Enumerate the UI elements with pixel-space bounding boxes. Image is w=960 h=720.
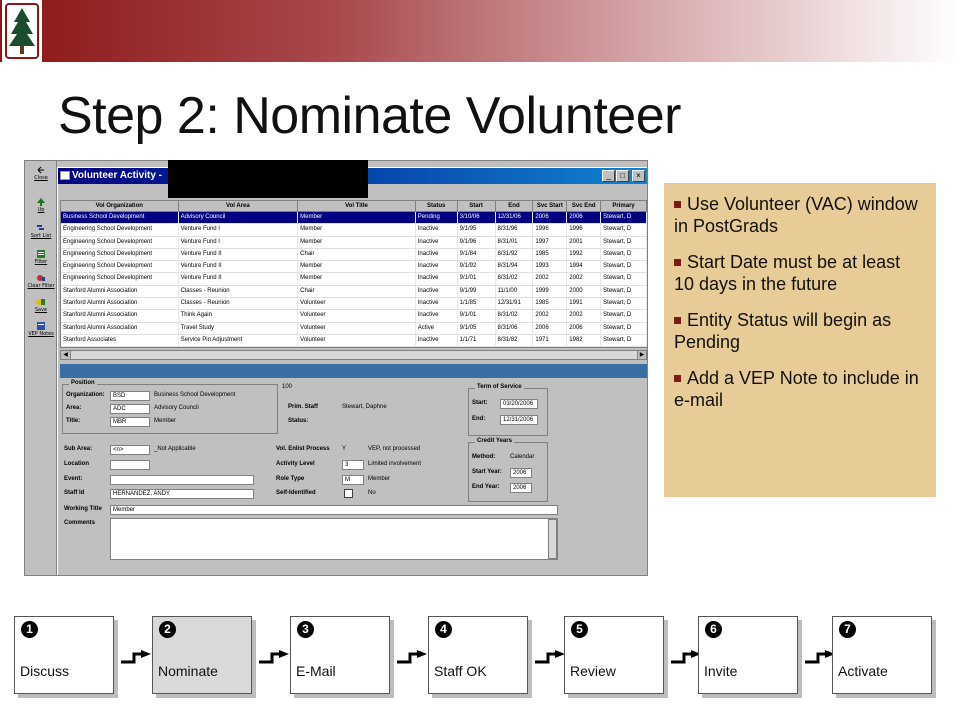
close-toolbar-button[interactable] <box>27 165 55 187</box>
end-year-field[interactable]: 2006 <box>510 483 532 493</box>
table-cell: Engineering School Development <box>61 249 179 260</box>
step-number-icon: 2 <box>159 621 176 638</box>
table-cell: Chair <box>298 249 416 260</box>
step-6 <box>698 616 798 694</box>
table-cell: 9/1/05 <box>458 323 496 334</box>
table-cell: Stewart, D <box>601 261 647 272</box>
event-field[interactable] <box>110 475 254 485</box>
event-label: Event: <box>64 476 83 482</box>
column-header[interactable]: Status <box>416 201 458 212</box>
table-cell: 1982 <box>567 335 601 346</box>
table-cell: 1992 <box>567 249 601 260</box>
method-value: Calendar <box>510 454 535 460</box>
location-label: Location <box>64 461 89 467</box>
table-cell: Inactive <box>416 261 458 272</box>
step-7 <box>832 616 932 694</box>
horizontal-scrollbar[interactable] <box>60 350 648 360</box>
table-cell: Stanford Alumni Association <box>61 310 179 321</box>
note-item <box>674 367 924 411</box>
activity-grid <box>60 200 648 348</box>
stanford-tree-logo <box>2 0 42 62</box>
table-cell: 8/31/94 <box>496 261 534 272</box>
table-cell: 9/1/84 <box>458 249 496 260</box>
table-row[interactable] <box>61 298 647 310</box>
table-cell: Inactive <box>416 249 458 260</box>
step-3 <box>290 616 390 694</box>
staff-id-field[interactable]: HERNANDEZ, ANDY <box>110 489 254 499</box>
step-label: Invite <box>704 663 738 679</box>
table-cell: Member <box>298 237 416 248</box>
column-header[interactable]: Start <box>458 201 496 212</box>
sub-area-field[interactable]: <n> <box>110 445 150 455</box>
table-cell: Engineering School Development <box>61 261 179 272</box>
table-cell: Inactive <box>416 237 458 248</box>
table-cell: Volunteer <box>298 298 416 309</box>
step-number-icon: 5 <box>571 621 588 638</box>
table-cell: 1999 <box>533 286 567 297</box>
clear-filter-toolbar-button[interactable] <box>27 273 55 295</box>
vep-notes-toolbar-button[interactable] <box>27 321 55 343</box>
toolbar-label: Close <box>34 175 48 181</box>
table-cell: 9/1/96 <box>458 237 496 248</box>
table-cell: Member <box>298 273 416 284</box>
sort-list-toolbar-button[interactable] <box>27 223 55 245</box>
table-cell: Stewart, D <box>601 273 647 284</box>
table-row[interactable] <box>61 249 647 261</box>
toolbar-label: Clear Filter <box>27 283 55 289</box>
prim-staff-label: Prim. Staff <box>288 404 319 410</box>
bullet-icon <box>674 259 681 266</box>
up-arrow-icon <box>36 198 46 206</box>
table-row[interactable] <box>61 310 647 322</box>
step-4 <box>428 616 528 694</box>
flow-arrow-icon <box>258 650 290 666</box>
table-cell: Venture Fund I <box>179 237 299 248</box>
table-cell: 1993 <box>533 261 567 272</box>
table-cell: 1971 <box>533 335 567 346</box>
toolbar-label: Up <box>37 207 45 213</box>
table-cell: Member <box>298 224 416 235</box>
end-year-label: End Year: <box>472 484 500 490</box>
table-cell: 1/1/85 <box>458 298 496 309</box>
column-header[interactable]: Primary <box>601 201 647 212</box>
table-cell: Inactive <box>416 286 458 297</box>
self-identified-label: Self-Identified <box>276 490 316 496</box>
column-header[interactable]: End <box>496 201 534 212</box>
sub-area-label: Sub Area: <box>64 446 93 452</box>
table-cell: 8/31/06 <box>496 323 534 334</box>
flow-arrow-icon <box>396 650 428 666</box>
column-header[interactable]: Vol Area <box>179 201 299 212</box>
column-header[interactable]: Svc Start <box>533 201 567 212</box>
table-cell: Inactive <box>416 335 458 346</box>
step-label: Activate <box>838 663 888 679</box>
table-cell: 2002 <box>533 310 567 321</box>
term-of-service-group <box>468 384 548 436</box>
enlist-code: Y <box>342 446 347 452</box>
bullet-icon <box>674 375 681 382</box>
table-cell: Stanford Alumni Association <box>61 323 179 334</box>
table-cell: Venture Fund II <box>179 249 299 260</box>
table-cell: Stewart, D <box>601 310 647 321</box>
app-toolbar <box>25 161 57 576</box>
table-cell: Inactive <box>416 298 458 309</box>
flow-arrow-icon <box>534 650 566 666</box>
table-row[interactable] <box>61 261 647 273</box>
step-label: E-Mail <box>296 663 336 679</box>
undo-icon <box>36 166 46 174</box>
self-identified-text: No <box>368 490 376 496</box>
toolbar-label: Save <box>34 307 48 313</box>
step-number-icon: 3 <box>297 621 314 638</box>
table-cell: Stanford Alumni Association <box>61 298 179 309</box>
enlist-label: Vol. Enlist Process <box>276 446 330 452</box>
table-cell: 9/1/01 <box>458 310 496 321</box>
table-cell: Volunteer <box>298 323 416 334</box>
table-row[interactable] <box>61 335 647 347</box>
table-cell: 9/1/95 <box>458 224 496 235</box>
step-number-icon: 4 <box>435 621 452 638</box>
table-cell: Stewart, D <box>601 298 647 309</box>
table-cell: 2001 <box>567 237 601 248</box>
window-title: Volunteer Activity - <box>72 170 163 181</box>
maximize-button[interactable]: □ <box>616 170 629 182</box>
staff-id-label: Staff Id <box>64 490 85 496</box>
method-label: Method: <box>472 454 496 460</box>
table-cell: 8/31/92 <box>496 249 534 260</box>
table-cell: 1991 <box>567 298 601 309</box>
table-cell: Venture Fund I <box>179 224 299 235</box>
step-label: Review <box>570 663 616 679</box>
activity-label: Activity Level <box>276 461 315 467</box>
table-cell: Member <box>298 261 416 272</box>
table-cell: 9/1/92 <box>458 261 496 272</box>
self-identified-checkbox[interactable] <box>344 489 353 498</box>
clear-filter-icon <box>36 274 46 282</box>
table-row[interactable] <box>61 286 647 298</box>
table-cell: 9/1/01 <box>458 273 496 284</box>
note-text: Entity Status will begin as Pending <box>674 310 892 352</box>
organization-label: Organization: <box>66 392 105 398</box>
comments-label: Comments <box>64 520 96 526</box>
table-cell: 1996 <box>567 224 601 235</box>
table-cell: Inactive <box>416 224 458 235</box>
table-cell: 8/31/01 <box>496 237 534 248</box>
step-1 <box>14 616 114 694</box>
note-item <box>674 251 924 295</box>
step-2 <box>152 616 252 694</box>
end-date-field[interactable]: 12/31/2006 <box>500 415 538 425</box>
sub-area-text: _Not Applicable <box>154 446 196 452</box>
title-name: Member <box>154 418 177 424</box>
organization-field[interactable]: BSD <box>110 391 150 401</box>
table-cell: 1985 <box>533 298 567 309</box>
area-label: Area: <box>66 405 82 411</box>
bullet-icon <box>674 317 681 324</box>
step-5 <box>564 616 664 694</box>
table-cell: 8/31/96 <box>496 224 534 235</box>
table-row[interactable] <box>61 273 647 285</box>
table-cell: 2006 <box>567 212 601 223</box>
save-icon <box>36 298 46 306</box>
column-header[interactable]: Vol Title <box>298 201 416 212</box>
title-label: Title: <box>66 418 81 424</box>
step-number-icon: 7 <box>839 621 856 638</box>
step-label: Nominate <box>158 663 218 679</box>
step-label: Discuss <box>20 663 70 679</box>
table-cell: 1996 <box>533 224 567 235</box>
table-cell: 2006 <box>567 323 601 334</box>
section-divider <box>60 364 648 378</box>
grid-body <box>61 212 647 347</box>
table-cell: Business School Development <box>61 212 179 223</box>
role-label: Role Type <box>276 476 305 482</box>
table-cell: 2000 <box>567 286 601 297</box>
table-cell: 2006 <box>533 212 567 223</box>
toolbar-label: VEP Notes <box>28 331 54 337</box>
save-toolbar-button[interactable] <box>27 297 55 319</box>
table-cell: Think Again <box>179 310 299 321</box>
table-row[interactable] <box>61 237 647 249</box>
table-cell: 1997 <box>533 237 567 248</box>
group-label: Term of Service <box>477 384 522 390</box>
table-cell: 3/10/06 <box>458 212 496 223</box>
scroll-right-icon[interactable]: ▶ <box>637 351 647 359</box>
table-cell: 1/1/71 <box>458 335 496 346</box>
activity-field[interactable]: 3 <box>342 460 364 470</box>
start-label: Start: <box>472 400 488 406</box>
table-cell: Engineering School Development <box>61 237 179 248</box>
window-icon <box>60 171 70 180</box>
role-field[interactable]: M <box>342 475 364 485</box>
column-header[interactable]: Svc End <box>567 201 601 212</box>
position-number: 100 <box>282 384 293 390</box>
role-text: Member <box>368 476 391 482</box>
comments-scrollbar[interactable] <box>548 519 557 559</box>
activity-text: Limited involvement <box>368 461 422 467</box>
bullet-icon <box>674 201 681 208</box>
start-date-field[interactable]: 03/20/2006 <box>500 399 538 409</box>
table-cell: 2006 <box>533 323 567 334</box>
table-cell: Pending <box>416 212 458 223</box>
header-band <box>0 0 960 62</box>
step-number-icon: 6 <box>705 621 722 638</box>
column-header[interactable]: Vol Organization <box>61 201 179 212</box>
up-toolbar-button[interactable] <box>27 197 55 219</box>
grid-header <box>61 201 647 212</box>
area-field[interactable]: ADC <box>110 404 150 414</box>
close-button[interactable]: × <box>632 170 645 182</box>
status-label: Status: <box>288 418 309 424</box>
table-cell: 2002 <box>567 273 601 284</box>
flow-arrow-icon <box>120 650 152 666</box>
note-text: Start Date must be at least 10 days in the future <box>674 252 901 294</box>
note-item <box>674 193 924 237</box>
table-cell: Stewart, D <box>601 212 647 223</box>
table-cell: 9/1/99 <box>458 286 496 297</box>
end-label: End: <box>472 416 486 422</box>
toolbar-label: Sort List <box>30 233 52 239</box>
table-cell: Engineering School Development <box>61 273 179 284</box>
table-cell: Active <box>416 323 458 334</box>
table-cell: Venture Fund II <box>179 261 299 272</box>
table-cell: Stewart, D <box>601 224 647 235</box>
step-number-icon: 1 <box>21 621 38 638</box>
table-cell: 12/31/06 <box>496 212 534 223</box>
table-cell: Stanford Alumni Association <box>61 286 179 297</box>
table-cell: Travel Study <box>179 323 299 334</box>
detail-form <box>60 380 648 576</box>
working-title-field[interactable]: Member <box>110 505 558 515</box>
notes-box <box>664 183 936 497</box>
table-cell: Stanford Associates <box>61 335 179 346</box>
table-cell: Advisory Council <box>179 212 299 223</box>
step-label: Staff OK <box>434 663 487 679</box>
table-cell: 8/31/02 <box>496 310 534 321</box>
redaction-box <box>168 160 368 198</box>
table-cell: Volunteer <box>298 335 416 346</box>
scroll-left-icon[interactable]: ◀ <box>61 351 71 359</box>
filter-icon <box>36 250 46 258</box>
table-cell: 2002 <box>533 273 567 284</box>
table-row[interactable] <box>61 323 647 335</box>
table-cell: Volunteer <box>298 310 416 321</box>
table-cell: Venture Fund II <box>179 273 299 284</box>
note-item <box>674 309 924 353</box>
table-cell: 8/31/02 <box>496 273 534 284</box>
working-title-label: Working Title <box>64 506 102 512</box>
table-cell: Stewart, D <box>601 237 647 248</box>
table-cell: Member <box>298 212 416 223</box>
note-text: Use Volunteer (VAC) window in PostGrads <box>674 194 918 236</box>
table-cell: 8/31/82 <box>496 335 534 346</box>
table-cell: 1985 <box>533 249 567 260</box>
organization-name: Business School Development <box>154 392 236 398</box>
table-cell: Stewart, D <box>601 249 647 260</box>
title-field[interactable]: MBR <box>110 417 150 427</box>
area-name: Advisory Council <box>154 405 199 411</box>
table-cell: Service Pin Adjustment <box>179 335 299 346</box>
location-field[interactable] <box>110 460 150 470</box>
enlist-text: VEP, not processed <box>368 446 421 452</box>
table-cell: Inactive <box>416 273 458 284</box>
note-text: Add a VEP Note to include in e-mail <box>674 368 919 410</box>
group-label: Position <box>71 380 95 386</box>
group-label: Credit Years <box>477 438 512 444</box>
table-cell: Stewart, D <box>601 286 647 297</box>
table-cell: 2002 <box>567 310 601 321</box>
minimize-button[interactable]: _ <box>602 170 615 182</box>
table-cell: Engineering School Development <box>61 224 179 235</box>
table-cell: 11/1/00 <box>496 286 534 297</box>
table-cell: 1994 <box>567 261 601 272</box>
sort-icon <box>36 224 46 232</box>
prim-staff-value: Stewart, Daphne <box>342 404 387 410</box>
table-cell: Classes - Reunion <box>179 298 299 309</box>
table-cell: Stewart, D <box>601 323 647 334</box>
slide-title: Step 2: Nominate Volunteer <box>58 87 681 145</box>
table-cell: Inactive <box>416 310 458 321</box>
table-cell: Stewart, D <box>601 335 647 346</box>
volunteer-activity-window <box>57 167 648 576</box>
table-cell: Classes - Reunion <box>179 286 299 297</box>
start-year-field[interactable]: 2006 <box>510 468 532 478</box>
filter-toolbar-button[interactable] <box>27 249 55 271</box>
toolbar-label: Filter <box>34 259 48 265</box>
table-cell: Chair <box>298 286 416 297</box>
start-year-label: Start Year: <box>472 469 502 475</box>
notes-icon <box>36 322 46 330</box>
table-cell: 12/31/91 <box>496 298 534 309</box>
table-row[interactable] <box>61 212 647 224</box>
table-row[interactable] <box>61 224 647 236</box>
app-screenshot <box>24 160 648 576</box>
comments-textarea[interactable] <box>110 518 558 560</box>
